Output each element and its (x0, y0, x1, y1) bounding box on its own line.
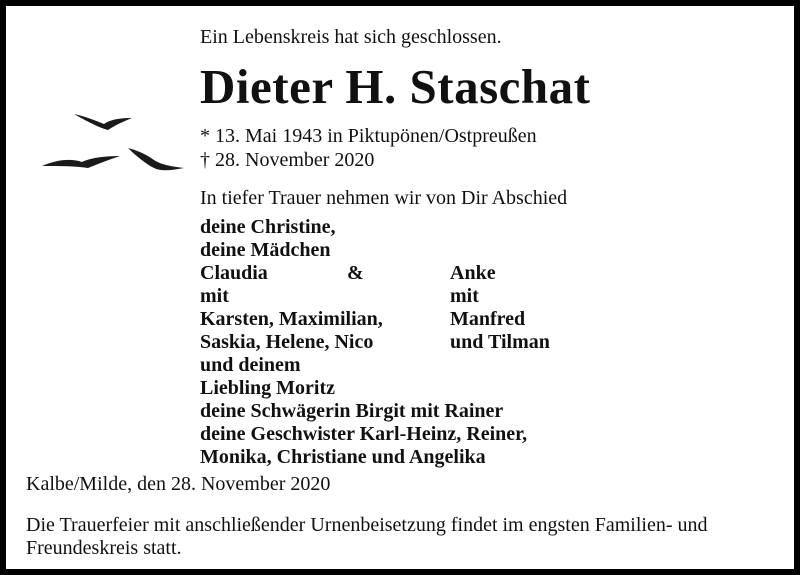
intro-line: Ein Lebenskreis hat sich geschlossen. (200, 26, 502, 48)
death-line: † 28. November 2020 (200, 149, 375, 171)
family-maedchen: deine Mädchen (200, 239, 331, 261)
family-tilman: und Tilman (450, 331, 550, 353)
deceased-name: Dieter H. Staschat (200, 59, 591, 114)
place-date: Kalbe/Milde, den 28. November 2020 (26, 473, 331, 495)
family-moritz: Liebling Moritz (200, 377, 335, 399)
family-geschwister: deine Geschwister Karl-Heinz, Reiner, (200, 423, 528, 445)
family-karsten: Karsten, Maximilian, (200, 308, 383, 330)
family-saskia: Saskia, Helene, Nico (200, 331, 374, 353)
birth-line: * 13. Mai 1943 in Piktupönen/Ostpreußen (200, 125, 537, 147)
flying-birds-icon (36, 106, 206, 181)
family-manfred: Manfred (450, 308, 526, 330)
family-mit-right: mit (450, 285, 479, 307)
family-monika: Monika, Christiane und Angelika (200, 446, 486, 468)
family-ampersand: & (347, 262, 364, 284)
family-claudia: Claudia (200, 262, 268, 284)
life-dates (200, 124, 537, 172)
funeral-notice: Die Trauerfeier mit anschließender Urnenbeisetzung findet im engsten Familien- und Freundeskreis statt. (26, 514, 708, 559)
family-christine: deine Christine, (200, 216, 336, 238)
family-anke: Anke (450, 262, 496, 284)
family-mit-left: mit (200, 285, 229, 307)
family-deinem: und deinem (200, 354, 301, 376)
family-schwaegerin: deine Schwägerin Birgit mit Rainer (200, 400, 504, 422)
farewell-line: In tiefer Trauer nehmen wir von Dir Abschied (200, 187, 568, 209)
